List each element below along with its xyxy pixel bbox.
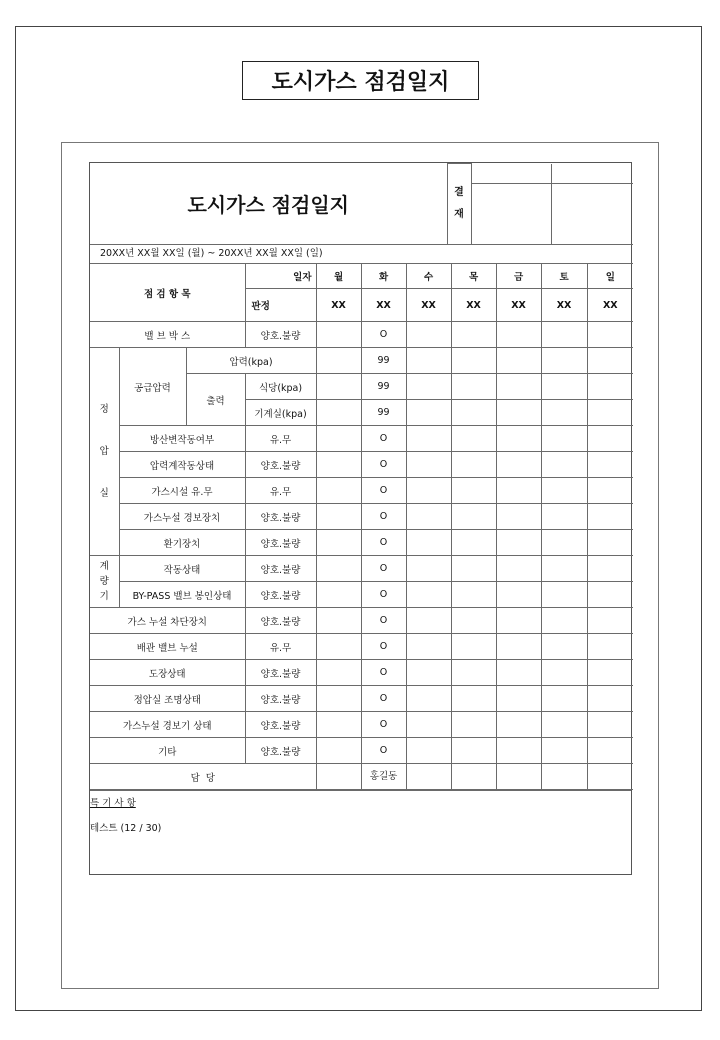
item-label: 배관 밸브 누설 [90,634,245,660]
mark-cell: O [361,426,406,452]
item-label: 정압실 조명상태 [90,686,245,712]
mark-cell: O [361,478,406,504]
approval-box-1 [471,184,551,245]
day-sat: 토 [541,264,587,289]
notes-label: 특 기 사 항 [90,798,136,809]
judge-cell: 양호.불량 [245,452,316,478]
date-tue: XX [361,289,406,322]
approval-box-header-1 [471,164,551,184]
table-row [90,530,633,556]
person-in-charge-name: 홍길동 [361,764,406,790]
form-title: 도시가스 점검일지 [90,164,447,245]
judge-cell: 유.무 [245,426,316,452]
judge-cell: 양호.불량 [245,660,316,686]
group-label-meter: 계 량 기 [90,556,119,608]
table-row [90,764,633,790]
table-row [90,660,633,686]
mark-cell: O [361,712,406,738]
approval-box-2 [551,184,633,245]
item-label: 가스누설 경보장치 [119,504,245,530]
output-label: 출력 [186,374,245,426]
approval-label: 결 재 [447,164,471,245]
judge-header: 판정 [245,289,316,322]
date-header: 일자 [245,264,316,289]
item-label: 방산변작동여부 [119,426,245,452]
mark-cell: O [361,452,406,478]
special-notes [90,790,631,874]
notes-text: 테스트 (12 / 30) [90,823,162,834]
table-row [90,348,633,374]
table-row [90,452,633,478]
table-row [90,634,633,660]
judge-cell: 양호.불량 [245,582,316,608]
mark-cell: O [361,660,406,686]
mark-cell: O [361,556,406,582]
table-row [90,322,633,348]
mark-cell: O [361,530,406,556]
mark-cell: 99 [361,400,406,426]
item-label: 작동상태 [119,556,245,582]
person-in-charge-label: 담 당 [90,764,316,790]
item-label: 환기장치 [119,530,245,556]
mark-cell: 99 [361,348,406,374]
item-label: 가스누설 경보기 상태 [90,712,245,738]
judge-cell: 유.무 [245,634,316,660]
approval-box-header-2 [551,164,633,184]
date-thu: XX [451,289,496,322]
item-header: 점 검 항 목 [90,264,245,322]
mark-cell: O [361,504,406,530]
day-sun: 일 [587,264,633,289]
judge-cell: 양호.불량 [245,712,316,738]
judge-cell: 유.무 [245,478,316,504]
table-row [90,426,633,452]
table-row [90,504,633,530]
table-row [90,556,633,582]
mark-cell: O [361,686,406,712]
judge-cell: 양호.불량 [245,556,316,582]
day-wed: 수 [406,264,451,289]
item-label: 기타 [90,738,245,764]
mark-cell: O [361,738,406,764]
judge-cell: 양호.불량 [245,686,316,712]
mark-cell: O [361,322,406,348]
judge-cell: 양호.불량 [245,322,316,348]
item-label: 기계실(kpa) [245,400,316,426]
day-mon: 월 [316,264,361,289]
item-label: 도장상태 [90,660,245,686]
table-row [90,582,633,608]
page-title: 도시가스 점검일지 [242,61,479,100]
table-row [90,738,633,764]
date-sat: XX [541,289,587,322]
item-label: 압력(kpa) [186,348,316,374]
item-label: 가스 누설 차단장치 [90,608,245,634]
day-fri: 금 [496,264,541,289]
date-fri: XX [496,289,541,322]
inspection-form [89,162,632,875]
date-sun: XX [587,289,633,322]
date-wed: XX [406,289,451,322]
supply-pressure-label: 공급압력 [119,348,186,426]
day-thu: 목 [451,264,496,289]
table-row [90,608,633,634]
day-tue: 화 [361,264,406,289]
mark-cell: O [361,582,406,608]
judge-cell: 양호.불량 [245,738,316,764]
mark-cell: 99 [361,374,406,400]
item-label: 밸 브 박 스 [90,322,245,348]
item-label: BY-PASS 밸브 봉인상태 [119,582,245,608]
judge-cell: 양호.불량 [245,608,316,634]
mark-cell: O [361,634,406,660]
group-label-jeongap: 정 압 실 [90,348,119,556]
item-label: 압력계작동상태 [119,452,245,478]
item-label: 가스시설 유.무 [119,478,245,504]
table-row [90,686,633,712]
form-header [90,163,633,245]
table-row [90,478,633,504]
date-mon: XX [316,289,361,322]
inspection-grid [90,263,633,790]
judge-cell: 양호.불량 [245,530,316,556]
date-range: 20XX년 XX월 XX일 (월) ~ 20XX년 XX월 XX일 (일) [100,248,323,259]
judge-cell: 양호.불량 [245,504,316,530]
mark-cell: O [361,608,406,634]
table-row [90,712,633,738]
item-label: 식당(kpa) [245,374,316,400]
